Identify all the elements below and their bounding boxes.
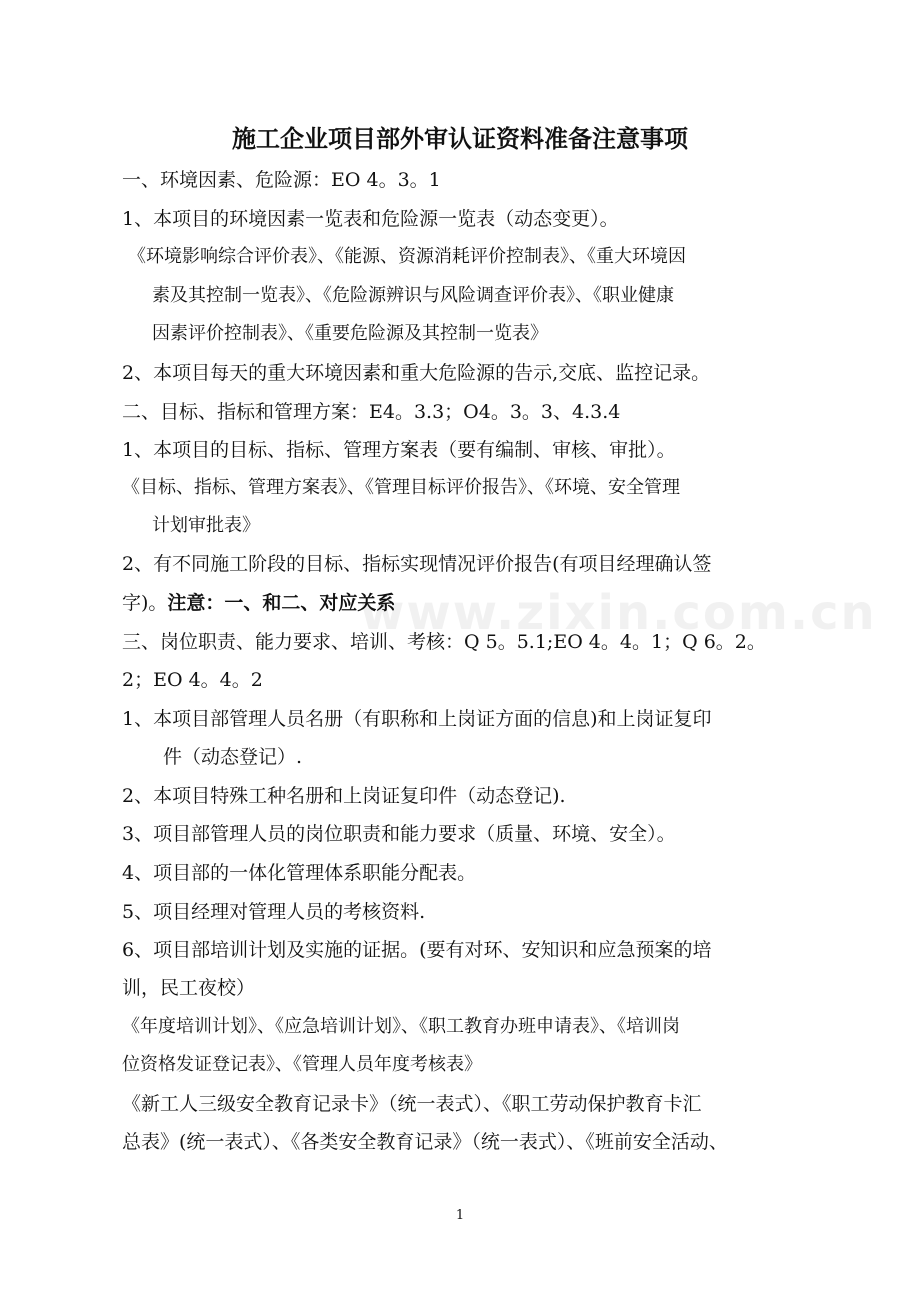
paragraph-line: 训，民工夜校） bbox=[122, 977, 256, 999]
section-heading-2: 二、目标、指标和管理方案：E4。3.3；O4。3。3、4.3.4 bbox=[122, 401, 621, 423]
paragraph-line: 2、本项目特殊工种名册和上岗证复印件（动态登记). bbox=[122, 785, 566, 807]
page-number: 1 bbox=[455, 1208, 465, 1223]
section-heading-3: 三、岗位职责、能力要求、培训、考核：Q 5。5.1;EO 4。4。1；Q 6。2。 bbox=[122, 631, 766, 653]
paragraph-line: 计划审批表》 bbox=[152, 515, 260, 536]
watermark: www.zixin.com.cn bbox=[360, 585, 877, 641]
paragraph-line: 总表》(统一表式）、《各类安全教育记录》（统一表式）、《班前安全活动、 bbox=[122, 1131, 728, 1153]
note-emphasis: 注意：一、和二、对应关系 bbox=[167, 592, 396, 614]
text-run: 字)。 bbox=[122, 592, 168, 614]
paragraph-line: 2、有不同施工阶段的目标、指标实现情况评价报告(有项目经理确认签 bbox=[122, 553, 712, 575]
paragraph-line: 《年度培训计划》、《应急培训计划》、《职工教育办班申请表》、《培训岗 bbox=[122, 1016, 680, 1037]
paragraph-line: 2；EO 4。4。2 bbox=[122, 669, 263, 691]
paragraph-line: 6、项目部培训计划及实施的证据。(要有对环、安知识和应急预案的培 bbox=[122, 939, 712, 961]
paragraph-line: 3、项目部管理人员的岗位职责和能力要求（质量、环境、安全）。 bbox=[122, 823, 676, 845]
paragraph-line: 4、项目部的一体化管理体系职能分配表。 bbox=[122, 862, 477, 884]
paragraph-line: 1、本项目的目标、指标、管理方案表（要有编制、审核、审批）。 bbox=[122, 439, 676, 461]
paragraph-line bbox=[122, 589, 395, 617]
section-heading-1: 一、环境因素、危险源：EO 4。3。1 bbox=[122, 169, 441, 191]
paragraph-line: 2、本项目每天的重大环境因素和重大危险源的告示,交底、监控记录。 bbox=[122, 362, 711, 384]
paragraph-line: 5、项目经理对管理人员的考核资料. bbox=[122, 901, 426, 923]
paragraph-line: 《目标、指标、管理方案表》、《管理目标评价报告》、《环境、安全管理 bbox=[122, 477, 680, 498]
paragraph-line: 1、本项目部管理人员名册（有职称和上岗证方面的信息)和上岗证复印 bbox=[122, 708, 712, 730]
document-title: 施工企业项目部外审认证资料准备注意事项 bbox=[232, 124, 688, 153]
paragraph-line: 《环境影响综合评价表》、《能源、资源消耗评价控制表》、《重大环境因 bbox=[128, 246, 686, 267]
paragraph-line: 素及其控制一览表》、《危险源辨识与风险调查评价表》、《职业健康 bbox=[152, 285, 674, 306]
paragraph-line: 位资格发证登记表》、《管理人员年度考核表》 bbox=[122, 1054, 482, 1075]
paragraph-line: 因素评价控制表》、《重要危险源及其控制一览表》 bbox=[152, 323, 548, 344]
paragraph-line: 件（动态登记）. bbox=[163, 746, 303, 768]
paragraph-line: 《新工人三级安全教育记录卡》（统一表式）、《职工劳动保护教育卡汇 bbox=[122, 1093, 702, 1115]
paragraph-line: 1、本项目的环境因素一览表和危险源一览表（动态变更）。 bbox=[122, 208, 619, 230]
